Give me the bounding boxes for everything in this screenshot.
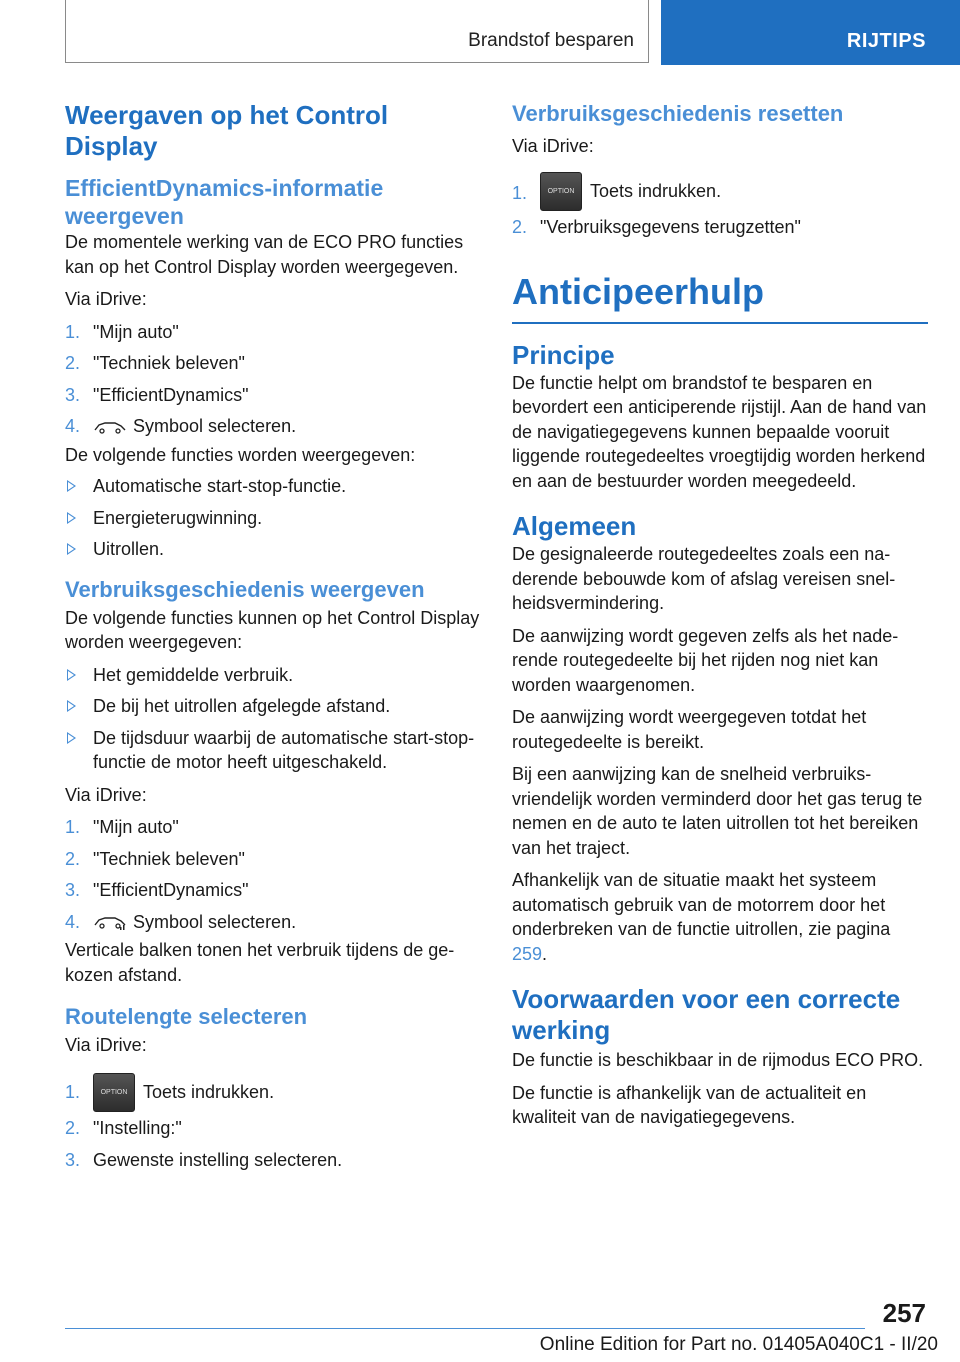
list-item	[65, 383, 480, 408]
list-number: 3.	[65, 1149, 81, 1170]
header-chapter-tab[interactable]: RIJTIPS	[661, 0, 960, 65]
list-item	[65, 414, 480, 439]
list-text: "EfficientDynamics"	[93, 880, 249, 900]
page-reference-link[interactable]: 259	[512, 943, 543, 964]
list-text: "Verbruiksgegevens terugzetten"	[540, 217, 801, 238]
list-item	[65, 506, 480, 531]
paragraph: Via iDrive:	[65, 784, 147, 805]
list-number: 4.	[65, 911, 81, 932]
numbered-list	[65, 320, 480, 439]
list-text: "Mijn auto"	[93, 321, 179, 342]
list-number: 2.	[65, 1118, 81, 1139]
list-item	[65, 815, 480, 840]
footer-edition: Online Edition for Part no. 01405A040C1 - II/20	[539, 1334, 938, 1355]
list-number: 4.	[65, 416, 81, 436]
list-item	[65, 474, 480, 499]
paragraph: Via iDrive:	[65, 1035, 147, 1055]
paragraph: De momentele werking van de ECO PRO functies kan op het Control Display worden weergegeven.	[65, 232, 464, 277]
paragraph: De functie helpt om brandstof te besparen en bevordert een anticiperende rijstijl. Aan de hand van de navigatiegegevens kunnen bepaalde vooruit liggende routegedeeltes vroegtijdig worden herkend en aan de bestuurder worden meegedeeld.	[512, 372, 927, 491]
list-text: Het gemiddelde verbruik.	[93, 664, 294, 685]
list-number: 1.	[512, 182, 528, 203]
list-number: 3.	[65, 880, 81, 900]
list-number: 2.	[65, 848, 81, 869]
subsection-heading: Verbruiksgeschiedenis weergeven	[65, 576, 425, 602]
header-section-box	[65, 0, 649, 63]
left-column	[65, 100, 480, 1172]
list-item	[512, 171, 928, 212]
paragraph: De gesignaleerde routegedeeltes zoals een naderende bebouwde kom of afslag vereisen snelheidsvermindering.	[512, 544, 896, 614]
list-item	[65, 726, 480, 775]
subsection-heading: Verbruiksgeschiedenis resetten	[512, 101, 844, 126]
list-text: "Mijn auto"	[93, 817, 179, 837]
paragraph	[512, 868, 928, 966]
list-item	[512, 215, 928, 240]
subsection-heading: Algemeen	[512, 511, 637, 542]
numbered-list	[65, 1072, 480, 1173]
list-item	[65, 537, 480, 562]
list-item	[65, 351, 480, 376]
list-text: Uitrollen.	[93, 539, 165, 559]
list-text: Toets indrukken.	[590, 180, 722, 201]
footer-divider	[65, 1328, 865, 1329]
list-text: Automatische start-stop-functie.	[93, 476, 347, 496]
triangle-bullet-icon	[67, 480, 76, 492]
paragraph: De volgende functies kunnen op het Control Display worden weergegeven:	[65, 607, 480, 652]
list-text: "EfficientDynamics"	[93, 384, 249, 405]
list-number: 3.	[65, 384, 81, 405]
paragraph: Bij een aanwijzing kan de snelheid verbruiksvriendelijk worden verminderd door het gas terug te nemen en de auto te laten uitrollen tot het bereiken van het traject.	[512, 764, 923, 858]
list-text: Gewenste instelling selecteren.	[93, 1149, 343, 1170]
numbered-list	[512, 171, 928, 240]
list-text: "Instelling:"	[93, 1118, 182, 1139]
triangle-bullet-icon	[67, 543, 76, 555]
list-number: 1.	[65, 1081, 81, 1102]
list-item	[65, 663, 480, 688]
list-text: Symbool selecteren.	[133, 911, 297, 932]
list-text: De bij het uitrollen afgelegde afstand.	[93, 696, 391, 716]
list-item	[65, 847, 480, 872]
list-text: Energieterugwinning.	[93, 507, 263, 528]
list-text: "Techniek beleven"	[93, 848, 245, 869]
list-number: 1.	[65, 321, 81, 342]
list-number: 2.	[65, 353, 81, 373]
bullet-list	[65, 663, 480, 775]
paragraph: De functie is afhankelijk van de actualiteit en kwaliteit van de navigatiegegevens.	[512, 1082, 867, 1128]
triangle-bullet-icon	[67, 512, 76, 524]
list-text: Symbool selecteren.	[133, 416, 297, 436]
option-button-icon: OPTION	[540, 172, 582, 211]
list-text: De tijdsduur waarbij de automatische start-stop-functie de motor heeft uitgeschakeld.	[93, 727, 475, 772]
list-number: 2.	[512, 217, 528, 238]
paragraph: Via iDrive:	[65, 289, 147, 309]
triangle-bullet-icon	[67, 700, 76, 712]
list-item	[65, 1148, 480, 1173]
paragraph: De aanwijzing wordt weergegeven totdat het routegedeelte is bereikt.	[512, 707, 867, 752]
page-number: 257	[882, 1298, 926, 1328]
right-column	[512, 100, 928, 1130]
car-consumption-icon	[93, 916, 127, 930]
subsection-heading: Routelengte selecteren	[65, 1004, 308, 1029]
list-item	[65, 910, 480, 935]
list-text: "Techniek beleven"	[93, 353, 245, 373]
triangle-bullet-icon	[67, 732, 76, 744]
list-item	[65, 320, 480, 345]
list-item	[65, 694, 480, 719]
paragraph: De aanwijzing wordt gegeven zelfs als het naderende routegedeelte bij het rijden nog niet kan worden waargenomen.	[512, 625, 899, 695]
section-heading: Weergaven op het Control Display	[65, 100, 389, 161]
car-eco-icon	[93, 420, 127, 434]
paragraph: De volgende functies worden weergegeven:	[65, 444, 416, 465]
triangle-bullet-icon	[67, 669, 76, 681]
header-section-title: Brandstof besparen	[468, 30, 634, 51]
list-text: Toets indrukken.	[143, 1081, 275, 1102]
bullet-list	[65, 474, 480, 562]
chapter-title: Anticipeerhulp	[512, 270, 928, 324]
paragraph-text: Afhankelijk van de situatie maakt het systeem automatisch gebruik van de motorrem door het onderbreken van de functie uitrollen, zie pagina	[512, 870, 891, 940]
paragraph: Verticale balken tonen het verbruik tijdens de gekozen afstand.	[65, 940, 455, 985]
paragraph: Via iDrive:	[512, 136, 594, 156]
subsection-heading: EfficientDynamics-informatie weergeven	[65, 175, 384, 229]
paragraph-text: .	[542, 943, 548, 964]
paragraph: De functie is beschikbaar in de rijmodus ECO PRO.	[512, 1050, 924, 1071]
list-item	[65, 1072, 480, 1113]
list-number: 1.	[65, 817, 81, 837]
list-item	[65, 1116, 480, 1141]
subsection-heading: Principe	[512, 339, 615, 370]
subsection-heading: Voorwaarden voor een correcte werking	[512, 984, 901, 1046]
list-item	[65, 878, 480, 903]
option-button-icon: OPTION	[93, 1073, 135, 1112]
numbered-list	[65, 815, 480, 934]
